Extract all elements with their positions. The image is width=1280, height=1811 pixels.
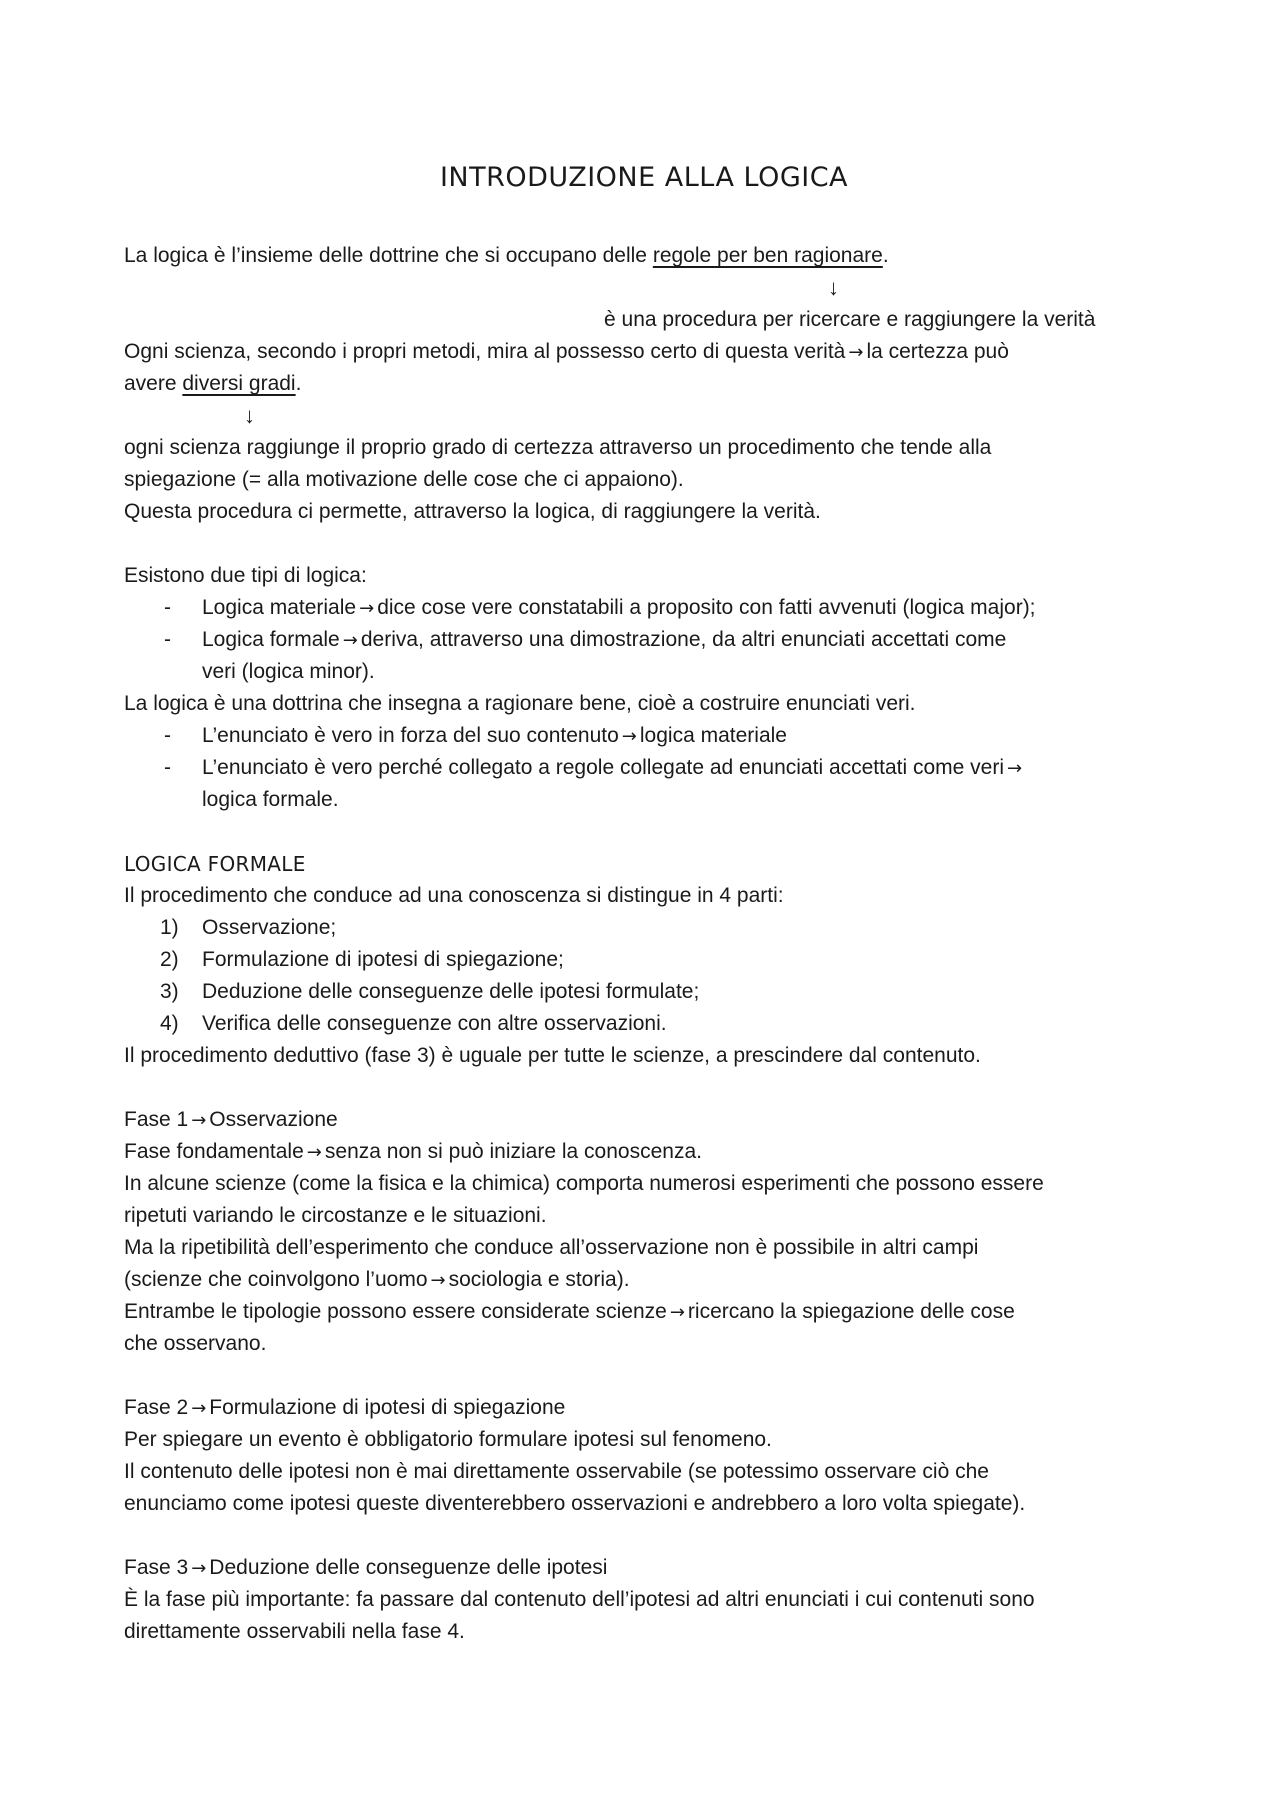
- phase-1-line: In alcune scienze (come la fisica e la chimica) comporta numerosi esperimenti che possono essere: [124, 1172, 1044, 1195]
- phase-2-line: enunciamo come ipotesi queste diventerebbero osservazioni e andrebbero a loro volta spiegate).: [124, 1492, 1026, 1515]
- underlined-rules: regole per ben ragionare: [652, 244, 883, 267]
- phase-3-line: È la fase più importante: fa passare dal contenuto dell’ipotesi ad altri enunciati i cui contenuti sono: [124, 1588, 1035, 1611]
- right-arrow-icon: →: [669, 1302, 685, 1323]
- intro-line-5: ogni scienza raggiunge il proprio grado di certezza attraverso un procedimento che tende alla: [124, 436, 992, 459]
- phase-1-line: che osservano.: [124, 1332, 267, 1355]
- step-item: 1) Osservazione;: [160, 916, 337, 939]
- phase-2-section: [124, 1392, 1174, 1520]
- intro-section: [124, 240, 1174, 528]
- phase-1-line: ripetuti variando le circostanze e le situazioni.: [124, 1204, 547, 1227]
- intro-line-3: Ogni scienza, secondo i propri metodi, mira al possesso certo di questa verità → la certezza può: [124, 340, 1009, 363]
- right-arrow-icon: →: [306, 1142, 322, 1163]
- list-item: - L’enunciato è vero perché collegato a regole collegate ad enunciati accettati come veri →: [124, 752, 1174, 784]
- phase-3-section: [124, 1552, 1174, 1648]
- phase-3-title: Fase 3 → Deduzione delle conseguenze delle ipotesi: [124, 1556, 608, 1579]
- intro-line-2: è una procedura per ricercare e raggiungere la verità: [604, 308, 1096, 331]
- phase-1-line: (scienze che coinvolgono l’uomo → sociologia e storia).: [124, 1268, 630, 1291]
- list-item: - Logica materiale → dice cose vere constatabili a proposito con fatti avvenuti (logica major);: [164, 596, 1036, 619]
- page-title: INTRODUZIONE ALLA LOGICA: [439, 162, 849, 193]
- right-arrow-icon: →: [430, 1270, 446, 1291]
- phase-1-line: Ma la ripetibilità dell’esperimento che conduce all’osservazione non è possibile in altri campi: [124, 1236, 979, 1259]
- phase-2-title: Fase 2 → Formulazione di ipotesi di spiegazione: [124, 1396, 566, 1419]
- down-arrow-icon: ↓: [244, 403, 255, 428]
- right-arrow-icon: →: [848, 342, 864, 363]
- phase-1-line: Entrambe le tipologie possono essere considerate scienze → ricercano la spiegazione delle cose: [124, 1300, 1015, 1323]
- right-arrow-icon: →: [359, 598, 375, 619]
- types-heading: Esistono due tipi di logica:: [124, 564, 367, 587]
- types-section: [124, 560, 1174, 816]
- list-item-continuation: logica formale.: [202, 788, 339, 811]
- doctrine-line: La logica è una dottrina che insegna a ragionare bene, cioè a costruire enunciati veri.: [124, 692, 916, 715]
- deductive-line: Il procedimento deduttivo (fase 3) è uguale per tutte le scienze, a prescindere dal contenuto.: [124, 1044, 981, 1067]
- phase-2-line: Per spiegare un evento è obbligatorio formulare ipotesi sul fenomeno.: [124, 1428, 772, 1451]
- phase-1-line: Fase fondamentale → senza non si può iniziare la conoscenza.: [124, 1140, 702, 1163]
- right-arrow-icon: →: [342, 630, 358, 651]
- phase-3-line: direttamente osservabili nella fase 4.: [124, 1620, 465, 1643]
- intro-line-6: spiegazione (= alla motivazione delle cose che ci appaiono).: [124, 468, 684, 491]
- down-arrow-icon: ↓: [828, 275, 839, 300]
- step-item: 4) Verifica delle conseguenze con altre osservazioni.: [160, 1012, 667, 1035]
- list-item: - Logica formale → deriva, attraverso una dimostrazione, da altri enunciati accettati come: [164, 628, 1007, 651]
- step-item: 3) Deduzione delle conseguenze delle ipotesi formulate;: [160, 980, 700, 1003]
- phase-1-section: [124, 1104, 1174, 1360]
- list-item: - L’enunciato è vero in forza del suo contenuto → logica materiale: [164, 724, 787, 747]
- right-arrow-icon: →: [191, 1558, 207, 1579]
- intro-line-4: avere diversi gradi.: [124, 372, 302, 395]
- phase-2-line: Il contenuto delle ipotesi non è mai direttamente osservabile (se potessimo osservare ciò che: [124, 1460, 989, 1483]
- formal-logic-section: [124, 848, 1174, 1072]
- right-arrow-icon: →: [1007, 758, 1023, 779]
- intro-line-1: La logica è l’insieme delle dottrine che si occupano delle regole per ben ragionare.: [124, 244, 889, 267]
- phase-1-title: Fase 1 → Osservazione: [124, 1108, 338, 1131]
- intro-line-7: Questa procedura ci permette, attraverso la logica, di raggiungere la verità.: [124, 500, 821, 523]
- right-arrow-icon: →: [191, 1110, 207, 1131]
- right-arrow-icon: →: [191, 1398, 207, 1419]
- right-arrow-icon: →: [621, 726, 637, 747]
- underlined-degrees: diversi gradi: [182, 372, 296, 395]
- list-item-continuation: veri (logica minor).: [202, 660, 375, 683]
- formal-intro: Il procedimento che conduce ad una conoscenza si distingue in 4 parti:: [124, 884, 784, 907]
- step-item: 2) Formulazione di ipotesi di spiegazione;: [160, 948, 564, 971]
- formal-logic-heading: LOGICA FORMALE: [124, 852, 306, 876]
